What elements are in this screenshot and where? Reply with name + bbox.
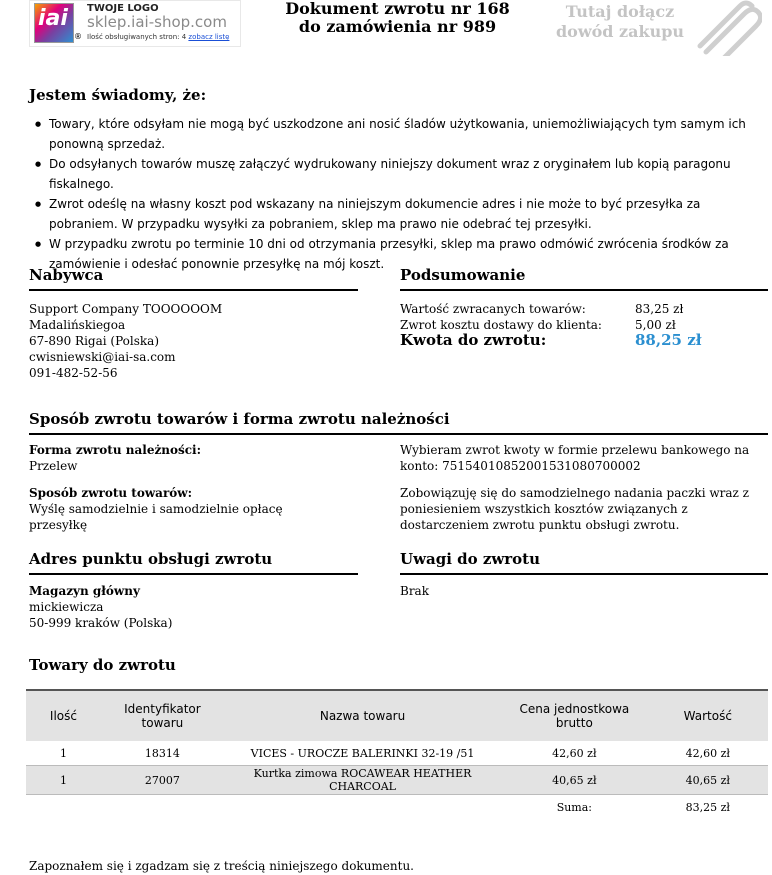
- items-title: Towary do zwrotu: [29, 656, 176, 674]
- rules-list: [29, 114, 764, 274]
- col-product-id: Identyfikator towaru: [101, 690, 224, 741]
- buyer-email: cwisniewski@iai-sa.com: [29, 350, 176, 364]
- col-unit-price: Cena jednostkowa brutto: [501, 690, 647, 741]
- return-method-section: [29, 410, 768, 435]
- summary-rows: [400, 301, 768, 351]
- logo-title: TWOJE LOGO: [87, 3, 159, 14]
- buyer-section: [29, 266, 358, 381]
- registered-mark: ®: [74, 32, 82, 41]
- items-header-row: [26, 690, 768, 741]
- cell-value: 42,60 zł: [685, 746, 730, 760]
- logo-pages-info: Ilość obsługiwanych stron: 4 zobacz listę: [87, 33, 230, 41]
- remarks-value: Brak: [400, 584, 429, 598]
- summary-label-shipping: Zwrot kosztu dostawy do klienta:: [400, 318, 602, 332]
- cell-unit-price: 42,60 zł: [552, 746, 597, 760]
- summary-section: [400, 266, 768, 351]
- summary-value-shipping: 5,00 zł: [635, 318, 676, 332]
- summary-total-value: 88,25 zł: [635, 331, 702, 349]
- rule-item: ● Zwrot odeślę na własny koszt pod wskazany na niniejszym dokumencie adres i nie może to być przesyłka za pobraniem. W przypadku wysyłki za pobraniem, sklep ma prawo nie odebrać tej przesyłki.: [29, 194, 764, 234]
- document-title-line1: Dokument zwrotu nr 168: [285, 0, 510, 18]
- return-method-title: Sposób zwrotu towarów i forma zwrotu należności: [29, 410, 768, 435]
- return-method: [29, 485, 309, 533]
- bank-transfer-text: Wybieram zwrot kwoty w formie przelewu bankowego na konto: 75154010852001531080700002: [400, 443, 750, 473]
- consent-text: Zapoznałem się i zgadzam się z treścią niniejszego dokumentu.: [29, 859, 414, 873]
- summary-total-label: Kwota do zwrotu:: [400, 331, 547, 349]
- buyer-details: [29, 301, 358, 381]
- cell-product-name: VICES - UROCZE BALERINKI 32-19 /51: [250, 746, 475, 760]
- buyer-phone: 091-482-52-56: [29, 366, 118, 380]
- commitment-text: Zobowiązuję się do samodzielnego nadania paczki wraz z poniesieniem wszystkich kosztów związanych z dostarczeniem zwrotu punktu obsługi zwrotu.: [400, 486, 749, 532]
- col-value: Wartość: [648, 690, 768, 741]
- sum-row: [26, 795, 768, 820]
- rule-item: ● W przypadku zwrotu po terminie 10 dni od otrzymania przesyłki, sklep ma prawo odmówić zwrócenia środków za zamówienie i odesłać ponownie przesyłkę na mój koszt.: [29, 234, 764, 274]
- refund-form: [29, 442, 329, 474]
- buyer-street: Madalińskiegoa: [29, 318, 126, 332]
- return-point-address: [29, 583, 358, 631]
- attach-line2: dowód zakupu: [555, 22, 685, 41]
- summary-value-goods: 83,25 zł: [635, 302, 684, 316]
- attach-receipt-note: [540, 2, 700, 42]
- col-product-name: Nazwa towaru: [224, 690, 501, 741]
- items-table: [26, 689, 768, 819]
- cell-product-name: Kurtka zimowa ROCAWEAR HEATHER CHARCOAL: [224, 766, 501, 795]
- cell-unit-price: 40,65 zł: [501, 766, 647, 795]
- logo-letters: iai: [38, 6, 68, 31]
- sum-label: Suma:: [556, 800, 593, 814]
- refund-form-value: Przelew: [29, 459, 78, 473]
- logo-domain: sklep.iai-shop.com: [87, 13, 227, 31]
- cell-product-id: 27007: [101, 766, 224, 795]
- return-point-name: Magazyn główny: [29, 584, 140, 598]
- return-method-value: Wyślę samodzielnie i samodzielnie opłacę przesyłkę: [29, 502, 283, 532]
- cell-value: 40,65 zł: [648, 766, 768, 795]
- return-point-title: Adres punktu obsługi zwrotu: [29, 550, 358, 575]
- attach-line1: Tutaj dołącz: [565, 2, 675, 21]
- summary-label-goods: Wartość zwracanych towarów:: [400, 302, 586, 316]
- shop-logo: [29, 0, 241, 47]
- buyer-name: Support Company TOOOOOOM: [29, 302, 223, 316]
- col-quantity: Ilość: [26, 690, 101, 741]
- remarks-section: [400, 550, 768, 599]
- return-method-label: Sposób zwrotu towarów:: [29, 486, 193, 500]
- return-point-city: 50-999 kraków (Polska): [29, 616, 173, 630]
- summary-title: Podsumowanie: [400, 266, 768, 291]
- paperclip-icon: [692, 0, 762, 56]
- buyer-city: 67-890 Rigai (Polska): [29, 334, 160, 348]
- document-title: [260, 0, 535, 36]
- table-row: [26, 741, 768, 766]
- table-row: [26, 766, 768, 795]
- intro-heading: Jestem świadomy, że:: [29, 86, 207, 104]
- refund-form-label: Forma zwrotu należności:: [29, 443, 202, 457]
- return-point-section: [29, 550, 358, 631]
- sum-value: 83,25 zł: [685, 800, 730, 814]
- rule-item: ● Do odsyłanych towarów muszę załączyć wydrukowany niniejszy dokument wraz z oryginałem lub kopią paragonu fiskalnego.: [29, 154, 764, 194]
- rule-item: ● Towary, które odsyłam nie mogą być uszkodzone ani nosić śladów użytkowania, uniemożliwiających tym samym ich ponowną sprzedaż.: [29, 114, 764, 154]
- logo-see-list-link[interactable]: zobacz listę: [188, 33, 230, 41]
- logo-image: [34, 3, 74, 43]
- cell-product-id: 18314: [144, 746, 180, 760]
- buyer-title: Nabywca: [29, 266, 358, 291]
- remarks-title: Uwagi do zwrotu: [400, 550, 768, 575]
- cell-quantity: 1: [26, 766, 101, 795]
- document-title-line2: do zamówienia nr 989: [298, 17, 497, 36]
- cell-quantity: 1: [59, 746, 67, 760]
- return-point-street: mickiewicza: [29, 600, 104, 614]
